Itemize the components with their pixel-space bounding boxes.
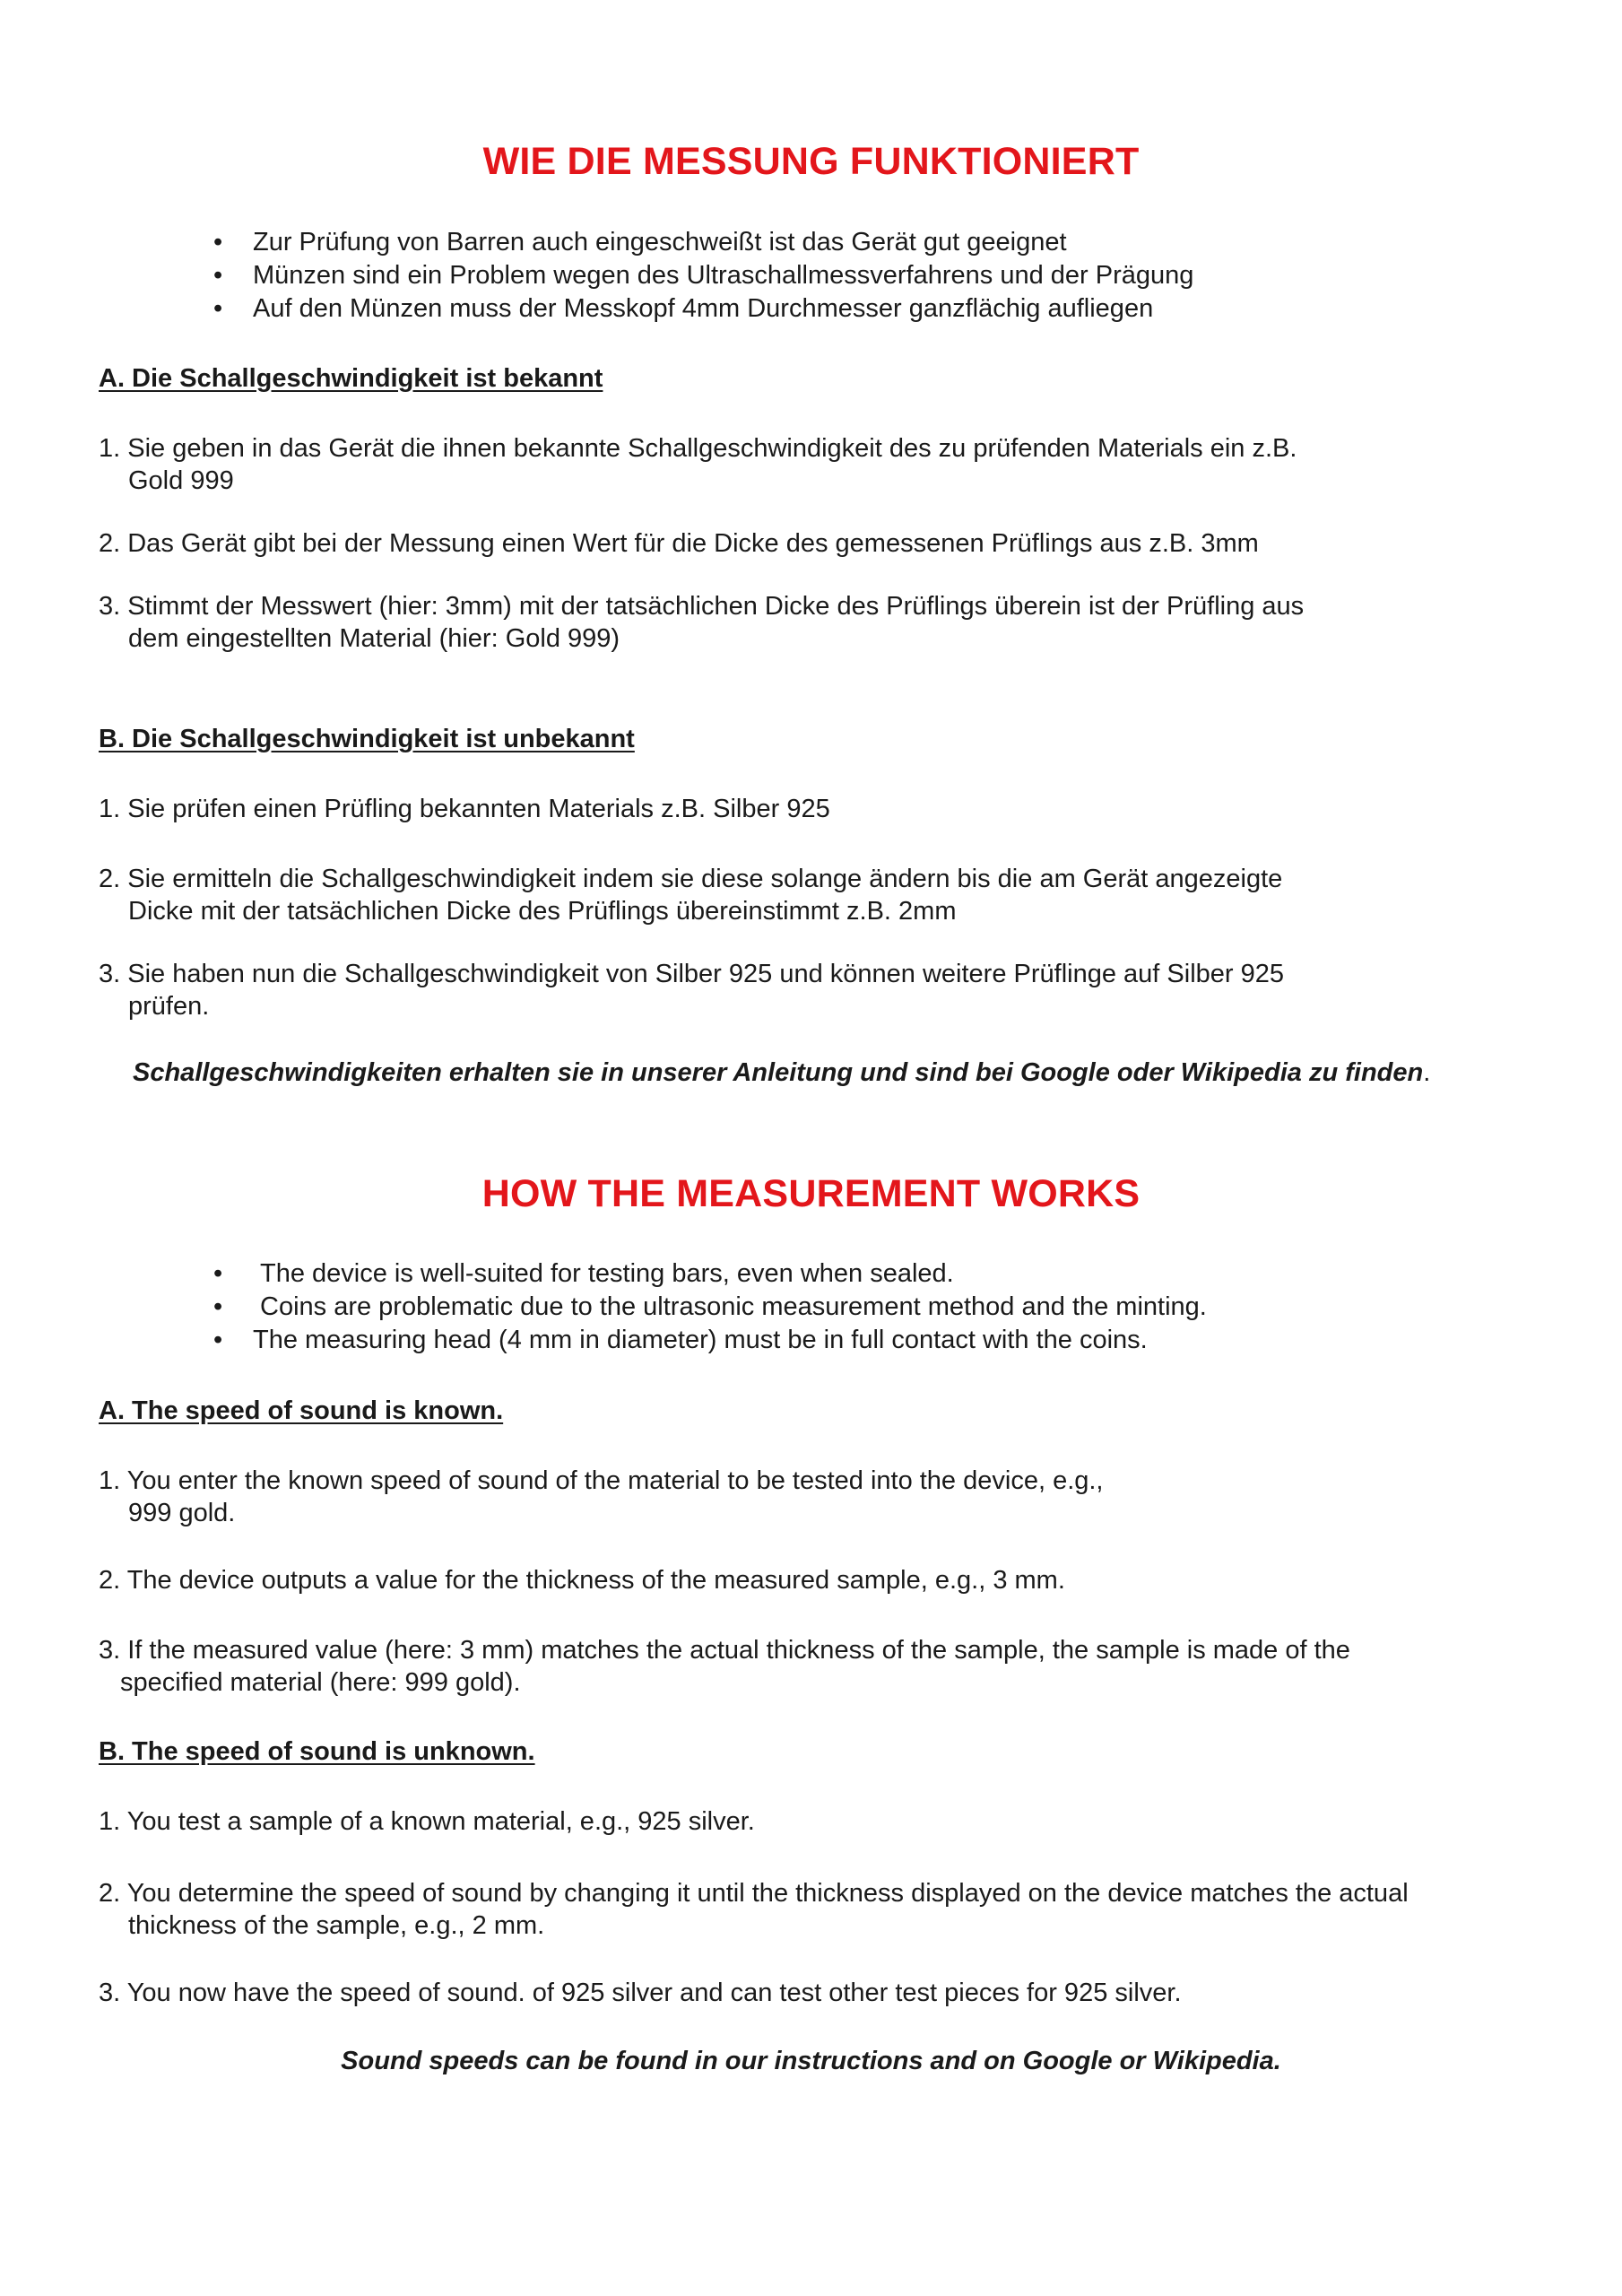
step-line: Gold 999 (128, 466, 234, 495)
bullet-text: Zur Prüfung von Barren auch eingeschweißt ist das Gerät gut geeignet (253, 228, 1067, 257)
step-line: prüfen. (128, 992, 210, 1021)
step-line: 2. Sie ermitteln die Schallgeschwindigkeit indem sie diese solange ändern bis die am Gerät angezeigte (99, 865, 1283, 893)
german-b-step-2 (99, 863, 1282, 927)
step-line: 3. Sie haben nun die Schallgeschwindigkeit von Silber 925 und können weitere Prüflinge auf Silber 925 (99, 960, 1284, 988)
step-line: dem eingestellten Material (hier: Gold 999) (128, 624, 620, 653)
german-a-step-3 (99, 590, 1304, 655)
german-a-step-1 (99, 432, 1297, 497)
german-section-b-heading: B. Die Schallgeschwindigkeit ist unbekannt (99, 725, 635, 753)
bullet-icon: • (213, 228, 223, 257)
step-line: 2. Das Gerät gibt bei der Messung einen Wert für die Dicke des gemessenen Prüflings aus z.B. 3mm (99, 529, 1259, 558)
step-line: Dicke mit der tatsächlichen Dicke des Prüflings übereinstimmt z.B. 2mm (128, 897, 957, 926)
german-title: WIE DIE MESSUNG FUNKTIONIERT (482, 140, 1140, 183)
german-section-a-heading: A. Die Schallgeschwindigkeit ist bekannt (99, 364, 603, 393)
note-end: . (1423, 1058, 1431, 1087)
bullet-text: Münzen sind ein Problem wegen des Ultraschallmessverfahrens und der Prägung (253, 261, 1194, 290)
german-a-step-2 (99, 527, 1259, 560)
bullet-text: The measuring head (4 mm in diameter) must be in full contact with the coins. (253, 1326, 1148, 1354)
english-a-step-2 (99, 1564, 1065, 1596)
bullet-text: Auf den Münzen muss der Messkopf 4mm Durchmesser ganzflächig aufliegen (253, 294, 1154, 323)
step-line: 1. You enter the known speed of sound of the material to be tested into the device, e.g., (99, 1466, 1104, 1495)
german-note (133, 1058, 1430, 1088)
english-section-b-heading: B. The speed of sound is unknown. (99, 1737, 535, 1766)
bullet-text: The device is well-suited for testing bars, even when sealed. (260, 1259, 954, 1288)
step-line: 1. Sie prüfen einen Prüfling bekannten Materials z.B. Silber 925 (99, 795, 830, 823)
step-line: 1. Sie geben in das Gerät die ihnen bekannte Schallgeschwindigkeit des zu prüfenden Materials ein z.B. (99, 434, 1297, 463)
bullet-text: Coins are problematic due to the ultrasonic measurement method and the minting. (260, 1292, 1207, 1321)
english-title: HOW THE MEASUREMENT WORKS (481, 1172, 1141, 1215)
step-line: 999 gold. (128, 1499, 236, 1527)
bullet-icon: • (213, 1292, 223, 1321)
step-line: specified material (here: 999 gold). (120, 1668, 521, 1697)
german-b-step-1 (99, 793, 830, 825)
english-a-step-1 (99, 1465, 1104, 1529)
bullet-icon: • (213, 294, 223, 323)
english-b-step-1 (99, 1805, 755, 1838)
step-line: thickness of the sample, e.g., 2 mm. (128, 1911, 545, 1940)
step-line: 3. If the measured value (here: 3 mm) matches the actual thickness of the sample, the sample is made of the (99, 1636, 1350, 1665)
english-b-step-2 (99, 1877, 1409, 1942)
step-line: 1. You test a sample of a known material, e.g., 925 silver. (99, 1807, 755, 1836)
german-b-step-3 (99, 958, 1284, 1022)
step-line: 3. Stimmt der Messwert (hier: 3mm) mit der tatsächlichen Dicke des Prüflings überein ist der Prüfling aus (99, 592, 1305, 621)
english-b-step-3 (99, 1977, 1182, 2009)
step-line: 2. The device outputs a value for the thickness of the measured sample, e.g., 3 mm. (99, 1566, 1065, 1595)
bullet-icon: • (213, 1326, 223, 1354)
step-line: 3. You now have the speed of sound. of 925 silver and can test other test pieces for 925 silver. (99, 1979, 1182, 2007)
bullet-icon: • (213, 261, 223, 290)
english-a-step-3 (99, 1634, 1350, 1699)
english-section-a-heading: A. The speed of sound is known. (99, 1396, 504, 1425)
step-line: 2. You determine the speed of sound by changing it until the thickness displayed on the device matches the actual (99, 1879, 1409, 1908)
english-note: Sound speeds can be found in our instructions and on Google or Wikipedia. (341, 2047, 1281, 2075)
bullet-icon: • (213, 1259, 223, 1288)
note-text: Schallgeschwindigkeiten erhalten sie in unserer Anleitung und sind bei Google oder Wikipedia zu finden (133, 1058, 1424, 1087)
